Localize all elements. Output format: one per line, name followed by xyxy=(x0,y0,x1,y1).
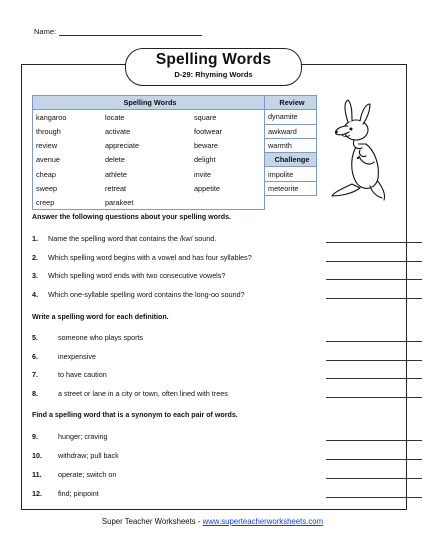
word-cell: avenue xyxy=(33,153,103,167)
word-cell: athlete xyxy=(105,169,127,179)
word-cell: creep xyxy=(33,196,103,210)
definition-item xyxy=(32,370,402,379)
word-cell: square xyxy=(191,110,265,124)
footer-text: Super Teacher Worksheets - xyxy=(101,517,203,526)
synonym-item xyxy=(32,451,402,460)
page-title: Spelling Words xyxy=(155,51,272,68)
word-cell: parakeet xyxy=(102,196,191,210)
question-number: 8. xyxy=(32,389,38,398)
question-number: 9. xyxy=(32,432,38,441)
question-number: 2. xyxy=(32,253,38,262)
definition-item xyxy=(32,389,402,398)
answer-line[interactable] xyxy=(326,459,422,460)
challenge-header: Challenge xyxy=(265,153,317,167)
synonym-item xyxy=(32,489,402,498)
word-cell: activate xyxy=(105,126,131,136)
section-heading-definitions: Write a spelling word for each definition. xyxy=(32,313,169,321)
answer-line[interactable] xyxy=(326,378,422,379)
question-item xyxy=(32,271,402,280)
question-text: a street or lane in a city or town, often lined with trees xyxy=(58,389,228,398)
word-cell: locate xyxy=(105,112,125,122)
answer-line[interactable] xyxy=(326,360,422,361)
synonym-item xyxy=(32,432,402,441)
review-header: Review xyxy=(265,96,317,110)
question-number: 11. xyxy=(32,470,42,479)
answer-line[interactable] xyxy=(326,478,422,479)
question-text: to have caution xyxy=(58,370,107,379)
definition-item xyxy=(32,333,402,342)
question-number: 10. xyxy=(32,451,42,460)
name-label: Name: xyxy=(34,27,57,36)
word-cell: sweep xyxy=(33,181,103,195)
word-cell: footwear xyxy=(191,124,265,138)
question-item xyxy=(32,253,402,262)
section-heading-synonyms: Find a spelling word that is a synonym to each pair of words. xyxy=(32,411,238,419)
answer-line[interactable] xyxy=(326,242,422,243)
section-heading-questions: Answer the following questions about your spelling words. xyxy=(32,213,232,221)
question-item xyxy=(32,234,402,243)
answer-line[interactable] xyxy=(326,497,422,498)
question-number: 1. xyxy=(32,234,38,243)
review-word: warmth xyxy=(265,138,317,152)
question-text: Which one-syllable spelling word contains the long-oo sound? xyxy=(48,290,245,299)
word-cell: appetite xyxy=(191,181,265,195)
question-item xyxy=(32,290,402,299)
word-cell: appreciate xyxy=(105,141,140,151)
word-cell: through xyxy=(33,124,103,138)
word-cell: delight xyxy=(191,153,265,167)
word-cell xyxy=(191,196,265,210)
word-cell: invite xyxy=(191,167,265,181)
question-text: Name the spelling word that contains the /kw/ sound. xyxy=(48,234,217,243)
question-text: find; pinpoint xyxy=(58,489,99,498)
question-text: hunger; craving xyxy=(58,432,108,441)
challenge-word: meteorite xyxy=(265,181,317,195)
question-number: 7. xyxy=(32,370,38,379)
question-number: 4. xyxy=(32,290,38,299)
spelling-words-header: Spelling Words xyxy=(33,96,265,110)
question-text: Which spelling word begins with a vowel and has four syllables? xyxy=(48,253,252,262)
question-number: 5. xyxy=(32,333,38,342)
page-subtitle: D-29: Rhyming Words xyxy=(174,70,253,79)
name-blank[interactable] xyxy=(59,28,202,36)
answer-line[interactable] xyxy=(326,298,422,299)
name-field xyxy=(34,27,202,36)
spelling-words-table xyxy=(32,95,317,210)
question-text: Which spelling word ends with two consecutive vowels? xyxy=(48,271,226,280)
review-word: awkward xyxy=(265,124,317,138)
word-cell: delete xyxy=(105,155,125,165)
answer-line[interactable] xyxy=(326,440,422,441)
question-text: operate; switch on xyxy=(58,470,117,479)
question-text: inexpensive xyxy=(58,352,96,361)
word-cell: review xyxy=(33,138,103,152)
question-text: someone who plays sports xyxy=(58,333,144,342)
synonym-item xyxy=(32,470,402,479)
question-number: 3. xyxy=(32,271,38,280)
answer-line[interactable] xyxy=(326,261,422,262)
review-word: dynamite xyxy=(265,110,317,124)
answer-line[interactable] xyxy=(326,397,422,398)
definition-item xyxy=(32,352,402,361)
title-box xyxy=(125,48,302,86)
answer-line[interactable] xyxy=(326,279,422,280)
word-cell: beware xyxy=(191,138,265,152)
answer-line[interactable] xyxy=(326,341,422,342)
word-cell: kangaroo xyxy=(33,110,103,124)
question-number: 6. xyxy=(32,352,38,361)
word-cell: cheap xyxy=(33,167,103,181)
question-text: withdraw; pull back xyxy=(58,451,119,460)
footer-link[interactable]: www.superteacherworksheets.com xyxy=(202,517,324,526)
challenge-word: impolite xyxy=(265,167,317,181)
question-number: 12. xyxy=(32,489,42,498)
footer xyxy=(0,517,425,526)
kangaroo-illustration xyxy=(322,96,392,204)
word-cell: retreat xyxy=(105,183,127,193)
